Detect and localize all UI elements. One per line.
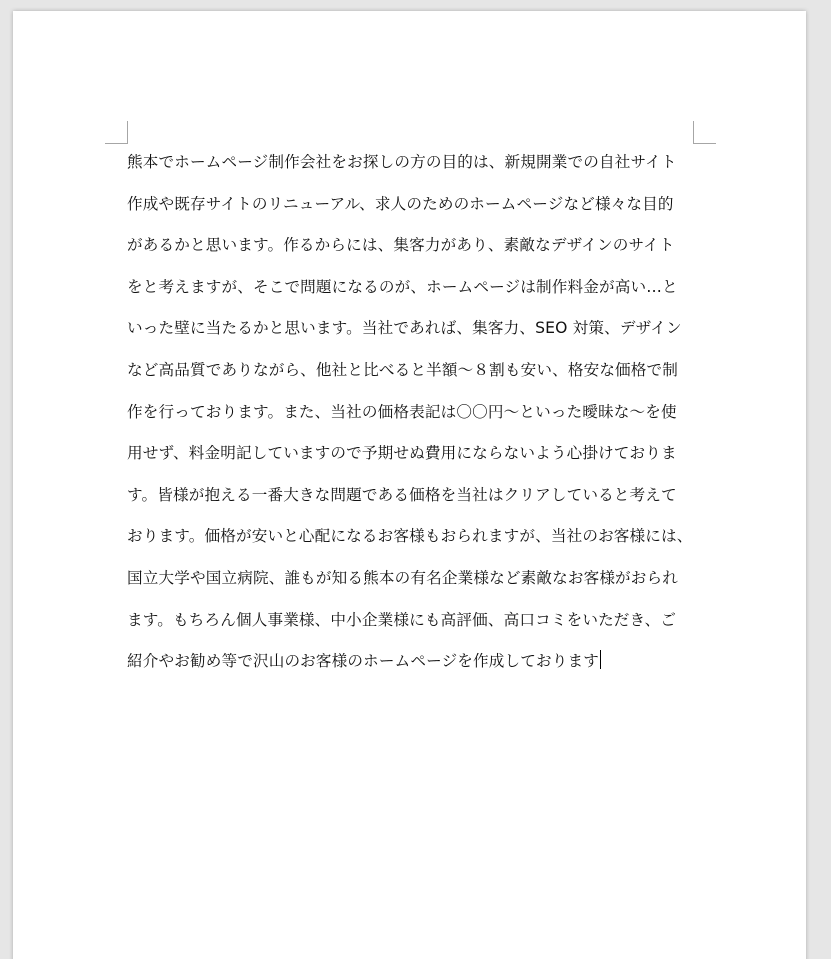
text-line[interactable]: おります。価格が安いと心配になるお客様もおられますが、当社のお客様には、 xyxy=(127,527,693,546)
text-line[interactable]: 熊本でホームページ制作会社をお探しの方の目的は、新規開業での自社サイト xyxy=(127,153,677,171)
margin-corner-top-left xyxy=(105,121,128,144)
text-line[interactable]: ます。もちろん個人事業様、中小企業様にも高評価、高口コミをいただき、ご xyxy=(127,610,677,629)
document-body[interactable] xyxy=(127,148,694,689)
text-line[interactable]: など高品質でありながら、他社と比べると半額～８割も安い、格安な価格で制 xyxy=(127,360,679,379)
text-line[interactable]: 国立大学や国立病院、誰もが知る熊本の有名企業様など素敵なお客様がおられ xyxy=(127,568,679,587)
document-page[interactable] xyxy=(13,11,806,959)
text-line[interactable]: いった壁に当たるかと思います。当社であれば、集客力、SEO 対策、デザイン xyxy=(127,319,682,338)
text-line[interactable]: をと考えますが、そこで問題になるのが、ホームページは制作料金が高い…と xyxy=(127,277,678,296)
text-line[interactable]: す。皆様が抱える一番大きな問題である価格を当社はクリアしていると考えて xyxy=(127,485,677,504)
text-line-last[interactable] xyxy=(127,647,694,689)
text-line[interactable]: 作を行っております。また、当社の価格表記は〇〇円～といった曖昧な～を使 xyxy=(127,402,677,421)
text-caret xyxy=(600,650,601,669)
margin-corner-top-right xyxy=(693,121,716,144)
text-line[interactable]: 作成や既存サイトのリニューアル、求人のためのホームページなど様々な目的 xyxy=(127,194,674,213)
text-line-content[interactable]: 紹介やお勧め等で沢山のお客様のホームページを作成しております xyxy=(127,652,600,671)
text-line[interactable]: があるかと思います。作るからには、集客力があり、素敵なデザインのサイト xyxy=(127,236,675,255)
text-line[interactable]: 用せず、料金明記していますので予期せぬ費用にならないよう心掛けておりま xyxy=(127,444,677,463)
